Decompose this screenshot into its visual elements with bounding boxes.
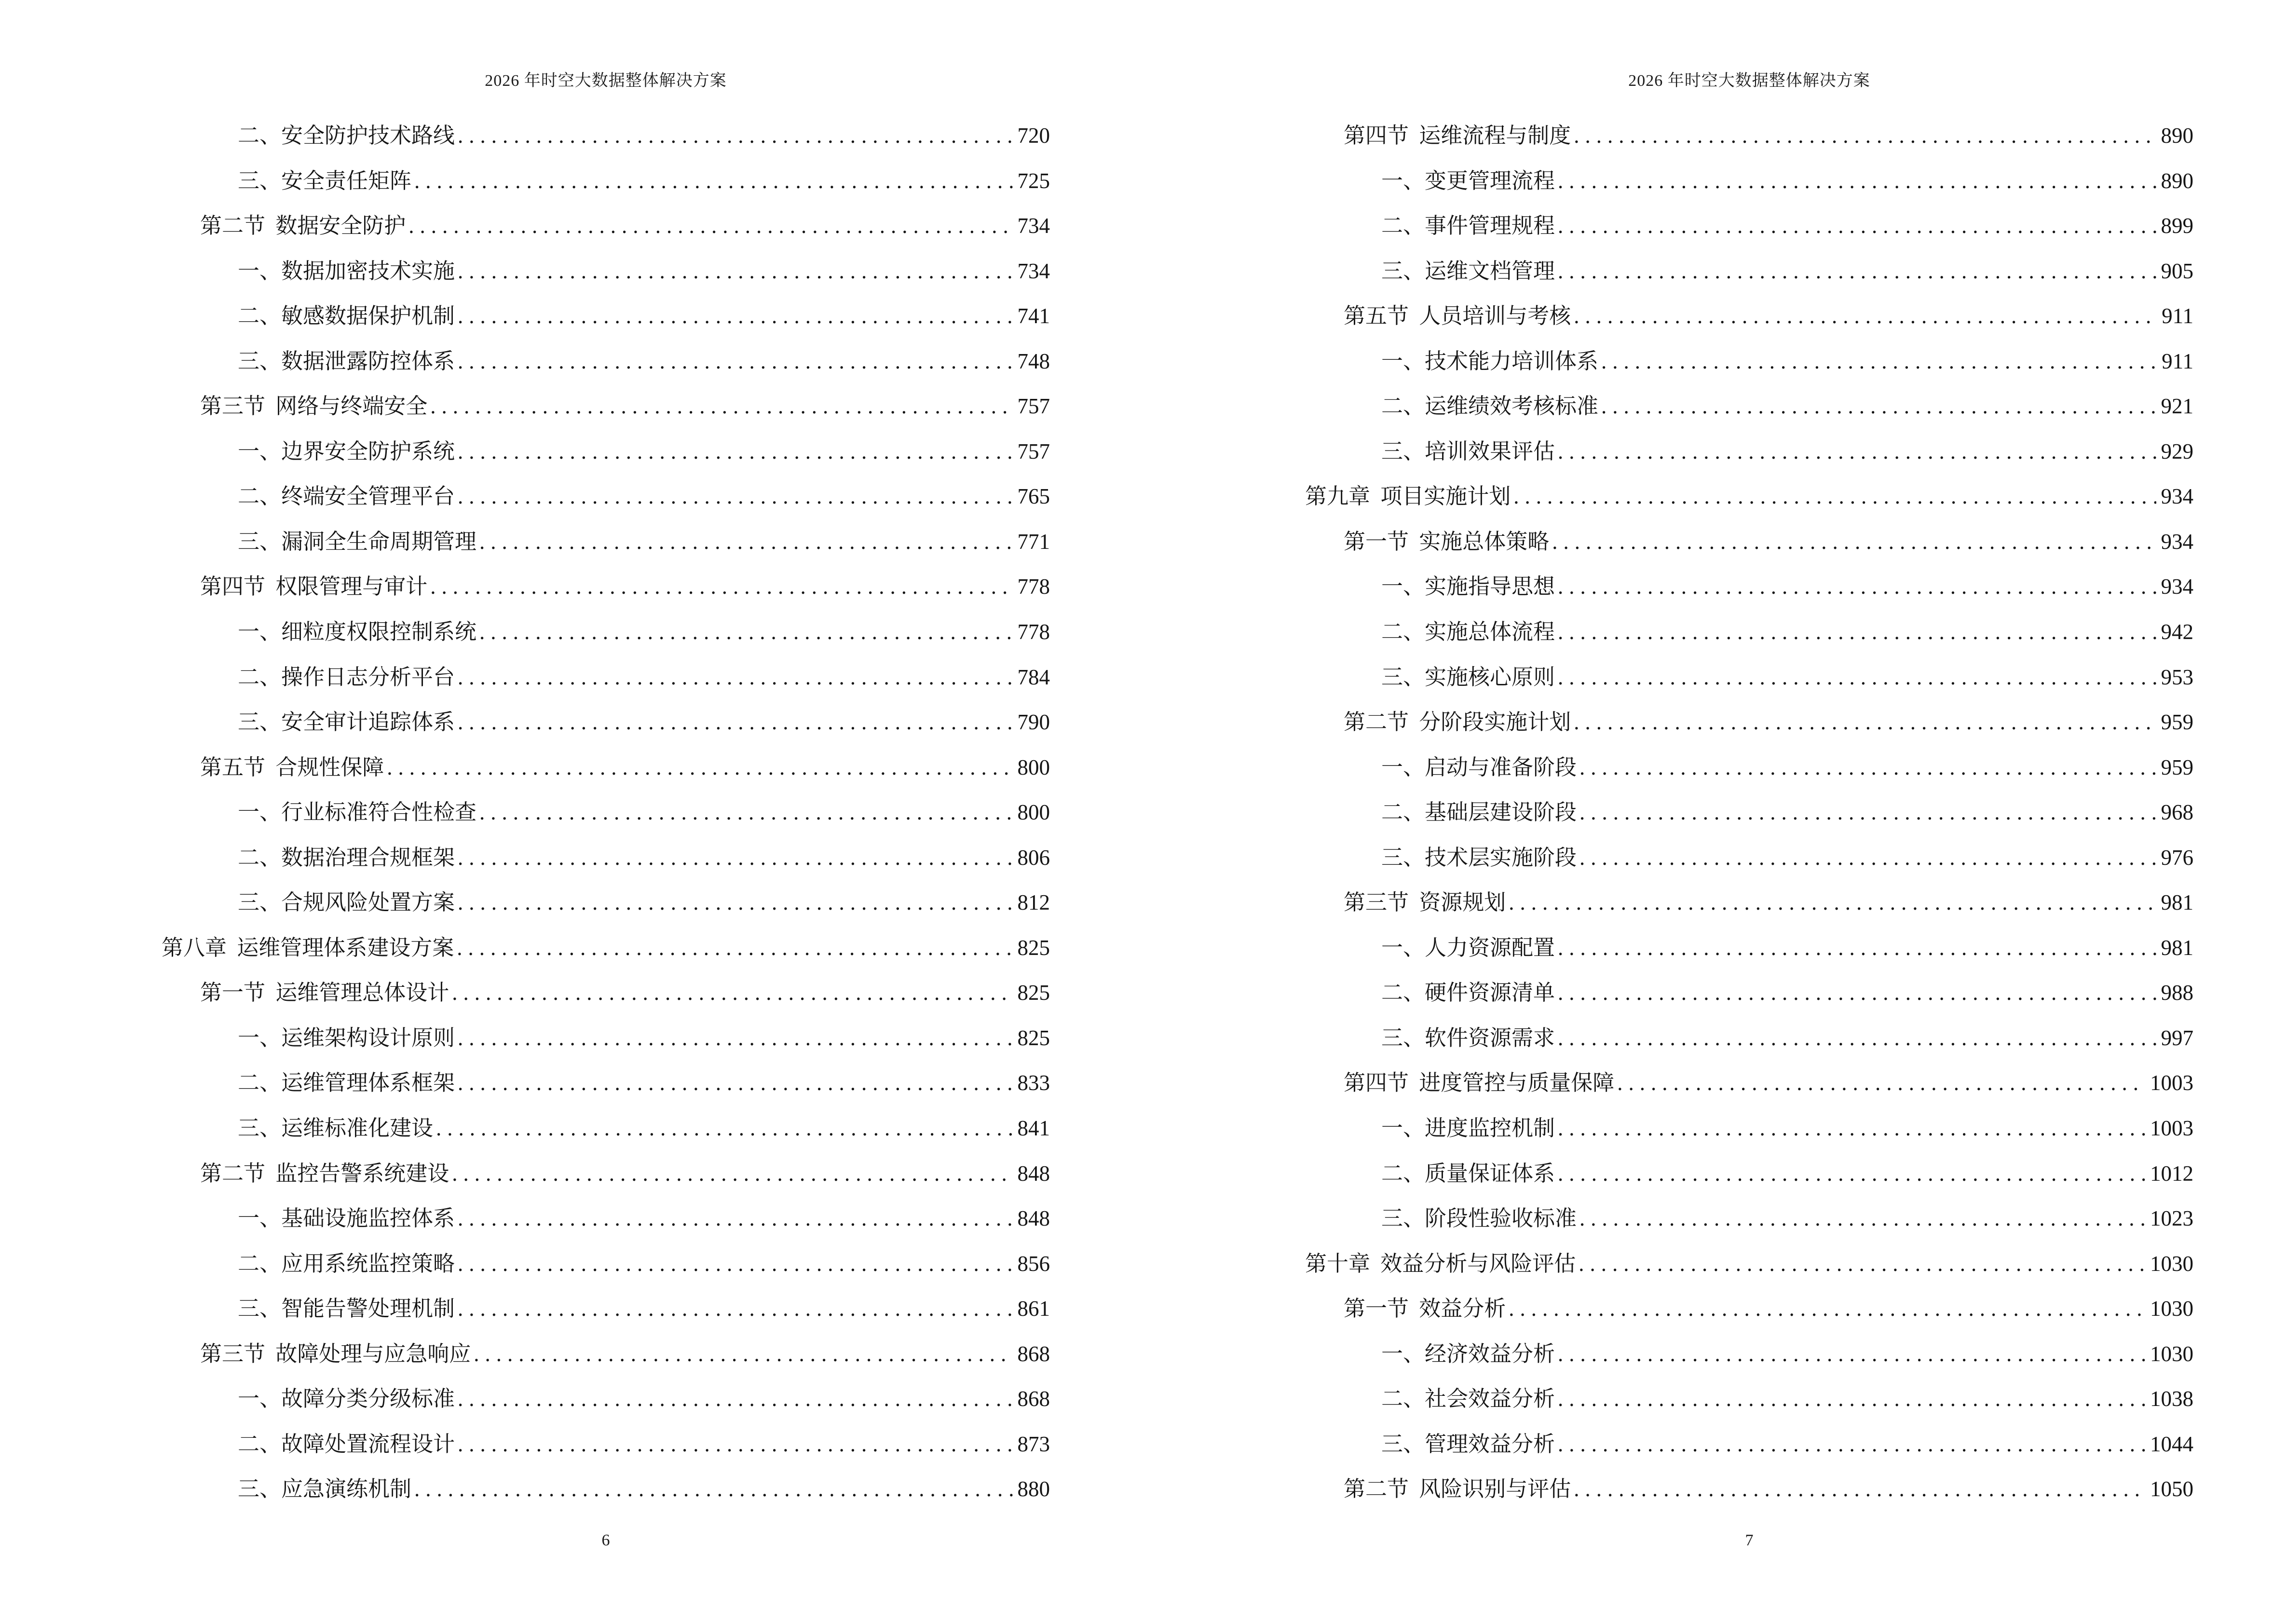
toc-entry-label: 一、人力资源配置 [1381,935,1555,960]
dot-leader [1558,970,2156,1016]
dot-leader [458,1377,1012,1422]
dot-leader [452,1151,1012,1197]
toc-entry-label: 一、经济效益分析 [1381,1341,1555,1366]
dot-leader [430,564,1012,610]
toc-entry-label: 三、技术层实施阶段 [1381,845,1577,870]
dot-leader [1558,564,2156,610]
toc-entry [162,159,1050,204]
toc-entry [1305,1016,2193,1061]
toc-entry-page: 841 [1017,1116,1050,1141]
toc-entry [162,113,1050,159]
dot-leader [1579,745,2156,791]
toc-entry-page: 784 [1017,665,1050,689]
toc-entry-label: 第四节 运维流程与制度 [1344,123,1571,148]
toc-entry [162,1016,1050,1061]
toc-entry-label: 二、故障处置流程设计 [238,1432,455,1456]
dot-leader [1558,610,2156,655]
toc-entry [162,835,1050,881]
toc-entry [1305,745,2193,791]
toc-entry [1305,159,2193,204]
toc-entry-page: 959 [2161,755,2193,779]
dot-leader [1552,519,2156,565]
toc-entry-page: 997 [2161,1025,2193,1050]
toc-entry-label: 第三节 故障处理与应急响应 [200,1341,471,1366]
toc-entry-label: 第二节 分阶段实施计划 [1344,710,1571,735]
toc-entry [1305,1151,2193,1197]
dot-leader [1574,113,2156,159]
toc-entry-page: 812 [1017,890,1050,915]
page-right [1144,0,2287,1624]
toc-entry-label: 二、事件管理规程 [1381,214,1555,238]
dot-leader [458,1016,1012,1061]
dot-leader [436,1106,1012,1151]
toc-entry-label: 第五节 人员培训与考核 [1344,304,1571,328]
toc-entry [162,204,1050,249]
dot-leader [474,1332,1012,1377]
toc-entry [1305,1242,2193,1287]
toc-entry [1305,610,2193,655]
dot-leader [1558,1016,2156,1061]
toc-entry [162,745,1050,791]
toc-entry-label: 二、数据治理合规框架 [238,845,455,870]
toc-entry [162,1332,1050,1377]
toc-entry-page: 825 [1017,935,1050,960]
dot-leader [1558,204,2156,249]
toc-entry [1305,564,2193,610]
toc-entry-page: 734 [1017,214,1050,238]
dot-leader [1558,249,2156,294]
toc-list [162,113,1050,1512]
toc-entry-label: 三、数据泄露防控体系 [238,349,455,373]
dot-leader [458,294,1012,339]
toc-entry-page: 911 [2162,349,2193,373]
dot-leader [479,610,1012,655]
toc-entry [1305,1061,2193,1106]
toc-entry-label: 一、故障分类分级标准 [238,1387,455,1411]
toc-entry-page: 976 [2161,845,2193,870]
dot-leader [458,249,1012,294]
toc-entry [1305,429,2193,475]
toc-entry [1305,113,2193,159]
toc-entry-page: 905 [2161,259,2193,283]
toc-entry-page: 968 [2161,800,2193,825]
toc-entry-page: 1012 [2150,1161,2193,1186]
toc-entry [162,429,1050,475]
toc-entry-label: 三、管理效益分析 [1381,1432,1555,1456]
toc-entry [162,1286,1050,1332]
dot-leader [1558,1422,2145,1467]
toc-entry-page: 981 [2161,935,2193,960]
dot-leader [457,926,1012,971]
toc-entry-page: 880 [1017,1477,1050,1501]
toc-entry-page: 757 [1017,439,1050,464]
toc-entry-label: 第三节 网络与终端安全 [200,394,428,419]
toc-entry-page: 741 [1017,304,1050,328]
toc-entry [1305,1196,2193,1242]
toc-entry-page: 861 [1017,1296,1050,1321]
toc-entry-page: 942 [2161,620,2193,644]
toc-entry-page: 929 [2161,439,2193,464]
toc-entry [1305,700,2193,745]
toc-entry-label: 二、质量保证体系 [1381,1161,1555,1186]
dot-leader [458,1286,1012,1332]
toc-entry-label: 二、硬件资源清单 [1381,981,1555,1005]
toc-entry-page: 911 [2162,304,2193,328]
dot-leader [414,1467,1012,1512]
dot-leader [1513,474,2156,519]
toc-entry-page: 778 [1017,574,1050,599]
page-header-title: 2026 年时空大数据整体解决方案 [1628,72,1870,90]
toc-entry-label: 一、细粒度权限控制系统 [238,620,477,644]
toc-entry-page: 825 [1017,1025,1050,1050]
toc-entry [1305,926,2193,971]
toc-entry [1305,204,2193,249]
toc-entry-page: 720 [1017,123,1050,148]
toc-entry [162,970,1050,1016]
dot-leader [458,339,1012,384]
toc-entry-label: 三、智能告警处理机制 [238,1296,455,1321]
toc-entry-label: 第五节 合规性保障 [200,755,384,779]
toc-entry-label: 三、实施核心原则 [1381,665,1555,689]
toc-entry-page: 765 [1017,484,1050,509]
toc-entry-page: 833 [1017,1071,1050,1095]
toc-entry-page: 981 [2161,890,2193,915]
dot-leader [1574,294,2157,339]
dot-leader [1558,1332,2145,1377]
dot-leader [1574,700,2156,745]
dot-leader [1601,339,2157,384]
toc-entry-label: 二、操作日志分析平台 [238,665,455,689]
toc-entry-label: 二、终端安全管理平台 [238,484,455,509]
dot-leader [458,1061,1012,1106]
toc-entry-label: 一、数据加密技术实施 [238,259,455,283]
toc-entry-label: 三、漏洞全生命周期管理 [238,529,477,554]
toc-entry-label: 一、进度监控机制 [1381,1116,1555,1141]
toc-entry [162,294,1050,339]
toc-entry [162,1196,1050,1242]
toc-entry-label: 三、阶段性验收标准 [1381,1206,1577,1231]
toc-entry-label: 二、敏感数据保护机制 [238,304,455,328]
toc-entry [162,1467,1050,1512]
toc-entry [162,1242,1050,1287]
toc-entry [1305,519,2193,565]
toc-entry [162,610,1050,655]
dot-leader [1579,1242,2145,1287]
toc-entry-page: 790 [1017,710,1050,735]
toc-entry-page: 1003 [2150,1116,2193,1141]
toc-entry-page: 734 [1017,259,1050,283]
dot-leader [1579,1196,2145,1242]
toc-entry [162,1377,1050,1422]
toc-entry [1305,1286,2193,1332]
toc-entry-page: 1023 [2150,1206,2193,1231]
toc-entry-page: 757 [1017,394,1050,419]
toc-entry-label: 三、运维文档管理 [1381,259,1555,283]
toc-list [1305,113,2193,1512]
toc-entry-label: 第一节 效益分析 [1344,1296,1506,1321]
toc-entry [162,519,1050,565]
dot-leader [479,790,1012,835]
toc-entry-label: 第九章 项目实施计划 [1305,484,1511,509]
toc-entry [162,926,1050,971]
dot-leader [458,700,1012,745]
toc-entry-page: 856 [1017,1251,1050,1276]
toc-entry-label: 二、基础层建设阶段 [1381,800,1577,825]
dot-leader [414,159,1012,204]
toc-entry-label: 三、安全审计追踪体系 [238,710,455,735]
dot-leader [1558,655,2156,700]
toc-entry-page: 934 [2161,574,2193,599]
toc-entry-page: 873 [1017,1432,1050,1456]
toc-entry-label: 第一节 运维管理总体设计 [200,981,449,1005]
toc-entry-page: 890 [2161,123,2193,148]
page-number: 7 [1745,1531,1754,1549]
toc-entry-page: 825 [1017,981,1050,1005]
toc-entry-page: 959 [2161,710,2193,735]
toc-entry-page: 868 [1017,1387,1050,1411]
toc-entry-page: 1003 [2150,1071,2193,1095]
dot-leader [408,204,1012,249]
toc-entry-label: 一、技术能力培训体系 [1381,349,1599,373]
toc-entry-page: 848 [1017,1206,1050,1231]
toc-entry-label: 三、合规风险处置方案 [238,890,455,915]
toc-entry [162,790,1050,835]
toc-entry [1305,1467,2193,1512]
toc-entry [162,880,1050,926]
dot-leader [1601,384,2156,429]
dot-leader [458,1196,1012,1242]
dot-leader [387,745,1012,791]
toc-entry-page: 848 [1017,1161,1050,1186]
toc-entry-page: 725 [1017,168,1050,193]
toc-entry-label: 第三节 资源规划 [1344,890,1506,915]
dot-leader [458,1242,1012,1287]
toc-entry-page: 934 [2161,529,2193,554]
toc-entry-page: 953 [2161,665,2193,689]
dot-leader [458,429,1012,475]
toc-entry-page: 934 [2161,484,2193,509]
toc-entry-label: 一、运维架构设计原则 [238,1025,455,1050]
dot-leader [458,880,1012,926]
dot-leader [458,655,1012,700]
toc-entry [1305,474,2193,519]
toc-entry-page: 868 [1017,1341,1050,1366]
toc-entry-page: 800 [1017,755,1050,779]
dot-leader [1558,1151,2145,1197]
toc-entry [1305,655,2193,700]
toc-entry-page: 1030 [2150,1341,2193,1366]
toc-entry [1305,294,2193,339]
toc-entry-page: 1030 [2150,1296,2193,1321]
dot-leader [1509,880,2156,926]
toc-entry [1305,1106,2193,1151]
dot-leader [1558,159,2156,204]
toc-entry-label: 一、边界安全防护系统 [238,439,455,464]
toc-entry [162,1106,1050,1151]
toc-entry-label: 二、运维绩效考核标准 [1381,394,1599,419]
dot-leader [1574,1467,2145,1512]
toc-entry [1305,249,2193,294]
toc-entry [162,564,1050,610]
toc-entry-label: 第十章 效益分析与风险评估 [1305,1251,1576,1276]
toc-entry [1305,339,2193,384]
toc-entry [1305,790,2193,835]
toc-entry-label: 三、应急演练机制 [238,1477,412,1501]
toc-entry-page: 899 [2161,214,2193,238]
dot-leader [458,835,1012,881]
toc-entry [1305,1422,2193,1467]
toc-entry-label: 三、安全责任矩阵 [238,168,412,193]
toc-entry-label: 三、运维标准化建设 [238,1116,434,1141]
page-header-title: 2026 年时空大数据整体解决方案 [485,72,727,90]
toc-entry-page: 1038 [2150,1387,2193,1411]
toc-entry-label: 一、启动与准备阶段 [1381,755,1577,779]
toc-entry-label: 第二节 数据安全防护 [200,214,406,238]
toc-entry-label: 一、行业标准符合性检查 [238,800,477,825]
page-number: 6 [601,1531,610,1549]
dot-leader [1558,1106,2145,1151]
toc-entry-label: 第二节 风险识别与评估 [1344,1477,1571,1501]
toc-entry-label: 第四节 进度管控与质量保障 [1344,1071,1615,1095]
toc-entry-label: 一、基础设施监控体系 [238,1206,455,1231]
dot-leader [1558,1377,2145,1422]
toc-entry [162,474,1050,519]
dot-leader [452,970,1012,1016]
dot-leader [1509,1286,2145,1332]
toc-entry [1305,970,2193,1016]
toc-entry [1305,880,2193,926]
toc-entry-page: 1044 [2150,1432,2193,1456]
toc-entry [162,700,1050,745]
dot-leader [458,474,1012,519]
toc-entry-page: 1050 [2150,1477,2193,1501]
dot-leader [1617,1061,2145,1106]
toc-entry-label: 第一节 实施总体策略 [1344,529,1550,554]
toc-entry-label: 二、安全防护技术路线 [238,123,455,148]
toc-entry-label: 三、软件资源需求 [1381,1025,1555,1050]
toc-entry-page: 748 [1017,349,1050,373]
toc-entry [1305,384,2193,429]
toc-entry-page: 771 [1017,529,1050,554]
dot-leader [1558,429,2156,475]
toc-entry [162,249,1050,294]
toc-entry-label: 一、变更管理流程 [1381,168,1555,193]
toc-entry [162,655,1050,700]
toc-entry [162,1061,1050,1106]
toc-entry-label: 第八章 运维管理体系建设方案 [162,935,454,960]
toc-entry-label: 第四节 权限管理与审计 [200,574,428,599]
toc-entry-page: 800 [1017,800,1050,825]
dot-leader [458,113,1012,159]
dot-leader [1579,835,2156,881]
toc-entry-label: 二、社会效益分析 [1381,1387,1555,1411]
toc-entry [162,1151,1050,1197]
dot-leader [1558,926,2156,971]
toc-entry [162,339,1050,384]
toc-entry-page: 806 [1017,845,1050,870]
toc-entry [162,1422,1050,1467]
dot-leader [458,1422,1012,1467]
toc-entry [1305,1377,2193,1422]
toc-entry-label: 一、实施指导思想 [1381,574,1555,599]
dot-leader [430,384,1012,429]
toc-entry-page: 988 [2161,981,2193,1005]
toc-entry [1305,835,2193,881]
toc-entry-page: 778 [1017,620,1050,644]
dot-leader [479,519,1012,565]
toc-entry-page: 890 [2161,168,2193,193]
toc-entry-label: 三、培训效果评估 [1381,439,1555,464]
toc-entry-label: 二、实施总体流程 [1381,620,1555,644]
dot-leader [1579,790,2156,835]
toc-entry-page: 921 [2161,394,2193,419]
toc-entry-label: 二、应用系统监控策略 [238,1251,455,1276]
toc-entry-label: 第二节 监控告警系统建设 [200,1161,449,1186]
toc-entry [1305,1332,2193,1377]
toc-entry-label: 二、运维管理体系框架 [238,1071,455,1095]
toc-entry [162,384,1050,429]
toc-entry-page: 1030 [2150,1251,2193,1276]
